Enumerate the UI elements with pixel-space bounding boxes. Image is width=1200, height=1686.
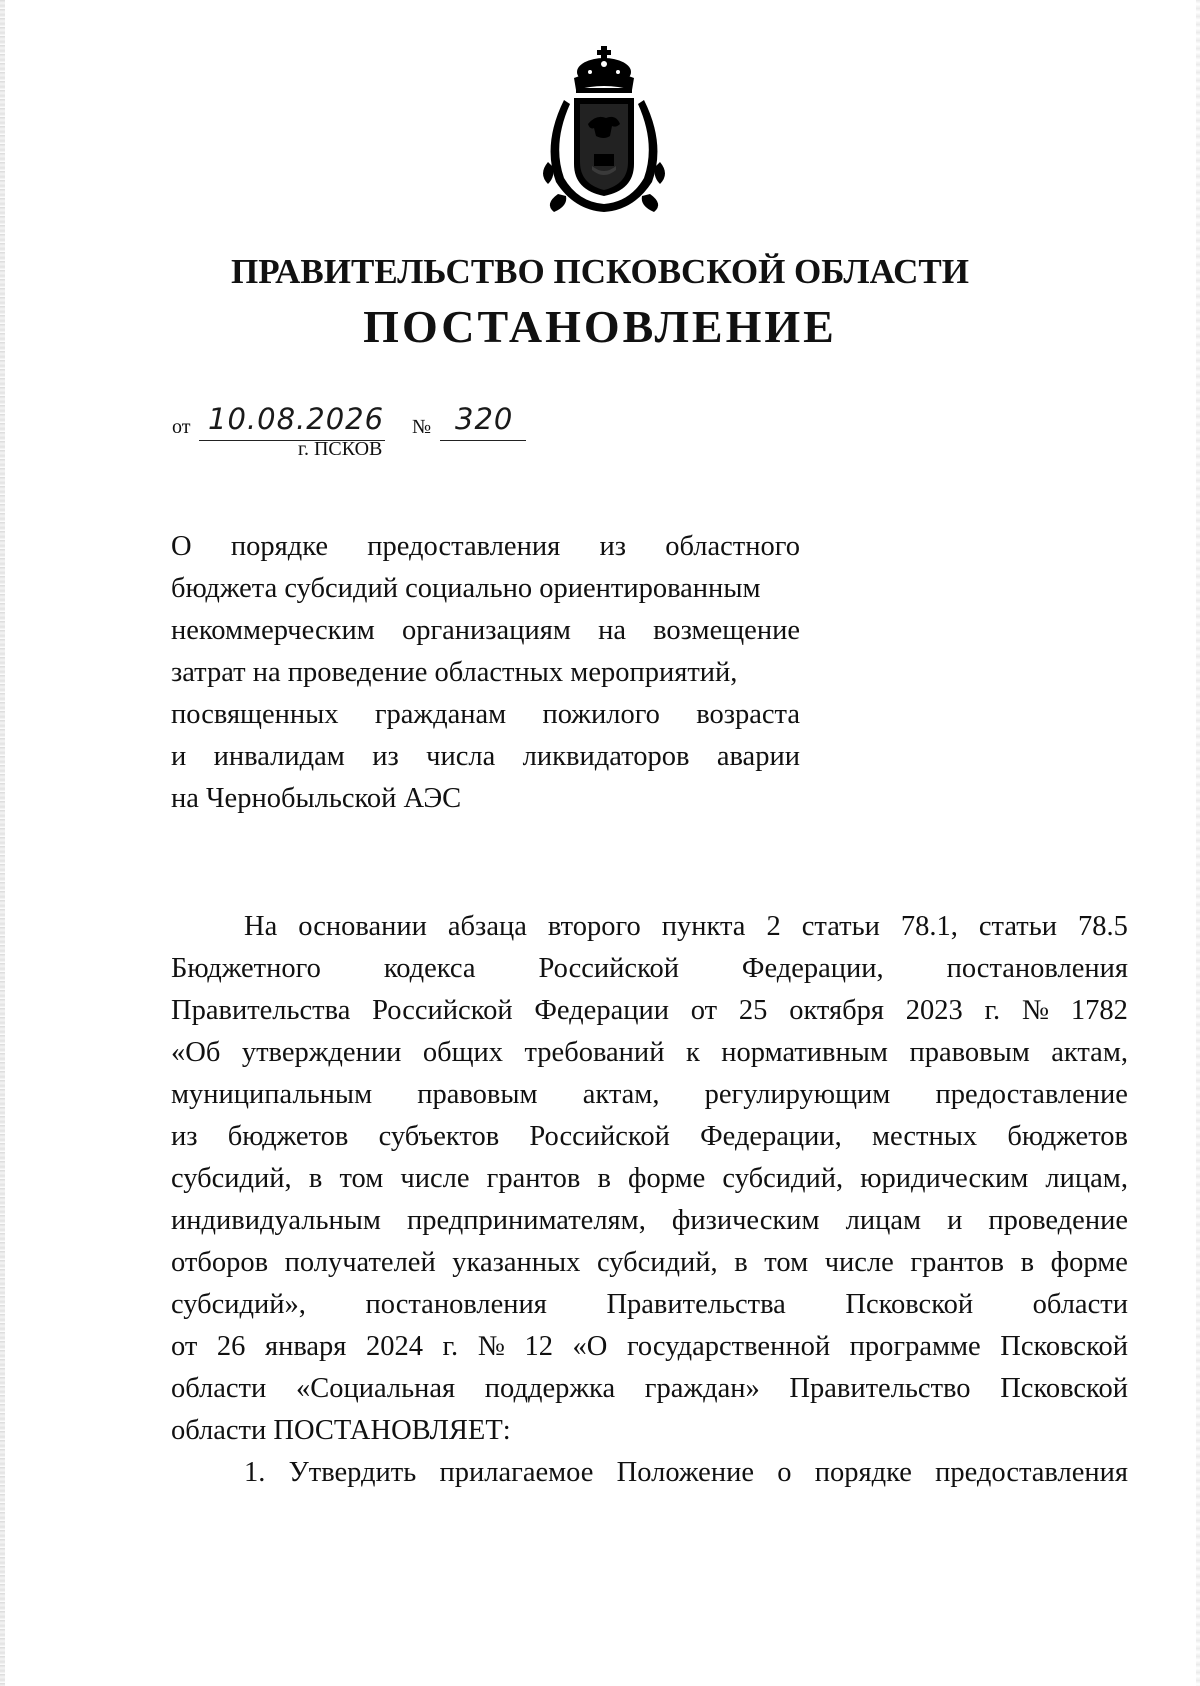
body-word: предоставление <box>935 1079 1128 1110</box>
subject-word: бюджета субсидий социально ориентированным <box>171 573 761 604</box>
body-line <box>171 906 1128 948</box>
body-line <box>171 1368 1128 1410</box>
body-word: «О <box>572 1331 608 1362</box>
document-body <box>171 906 1128 1494</box>
subject-word: из <box>599 531 626 562</box>
number-prefix: № <box>412 416 432 438</box>
subject-word: из <box>372 741 399 772</box>
subject-line <box>171 568 800 610</box>
body-word: бюджетов <box>1007 1121 1128 1152</box>
body-word: требований <box>524 1037 665 1068</box>
body-word: грантов <box>910 1247 1005 1278</box>
body-word: постановления <box>365 1289 547 1320</box>
body-word: от <box>171 1331 198 1362</box>
body-word: области ПОСТАНОВЛЯЕТ: <box>171 1415 511 1446</box>
body-word: пункта <box>661 911 746 942</box>
subject-word: предоставления <box>367 531 561 562</box>
body-word: о <box>777 1457 792 1488</box>
body-line <box>171 1242 1128 1284</box>
body-word: Бюджетного <box>171 953 321 984</box>
number-handwritten: 320 <box>455 402 514 436</box>
body-word: 26 <box>216 1331 246 1362</box>
body-line <box>171 1326 1128 1368</box>
body-word: в <box>597 1163 611 1194</box>
body-word: муниципальным <box>171 1079 373 1110</box>
body-word: от <box>690 995 718 1026</box>
subject-word: на Чернобыльской АЭС <box>171 783 462 814</box>
body-word: актам, <box>582 1079 660 1110</box>
body-word: в <box>734 1247 748 1278</box>
body-word: Псковской <box>1000 1373 1128 1404</box>
body-word: предоставления <box>935 1457 1128 1488</box>
body-word: индивидуальным <box>171 1205 381 1236</box>
subject-word: на <box>598 615 626 646</box>
body-word: 2024 <box>365 1331 423 1362</box>
body-word: утверждении <box>241 1037 402 1068</box>
body-word: 1782 <box>1070 995 1128 1026</box>
body-word: бюджетов <box>227 1121 349 1152</box>
body-word: физическим <box>671 1205 820 1236</box>
body-word: На <box>244 911 278 942</box>
subject-word: числа <box>426 741 496 772</box>
body-word: Положение <box>616 1457 754 1488</box>
body-word: 78.1, <box>900 911 958 942</box>
body-word: 1. <box>244 1457 266 1488</box>
body-word: Российской <box>538 953 679 984</box>
body-word: 78.5 <box>1078 911 1128 942</box>
body-line <box>171 1116 1128 1158</box>
body-word: Правительства <box>171 995 351 1026</box>
government-title: ПРАВИТЕЛЬСТВО ПСКОВСКОЙ ОБЛАСТИ <box>231 252 969 291</box>
body-word: № <box>477 1331 505 1362</box>
body-word: программе <box>849 1331 981 1362</box>
body-line <box>171 1200 1128 1242</box>
subject-word: областного <box>665 531 800 562</box>
body-word: субъектов <box>378 1121 500 1152</box>
number-underline <box>440 440 526 441</box>
body-word: статьи <box>978 911 1057 942</box>
body-word: поддержка <box>484 1373 616 1404</box>
date-handwritten: 10.08.2026 <box>208 402 385 436</box>
subject-line <box>171 736 800 778</box>
body-word: Утвердить <box>288 1457 417 1488</box>
body-word: грантов <box>486 1163 581 1194</box>
body-word: субсидий, <box>722 1163 844 1194</box>
body-word: абзаца <box>447 911 527 942</box>
body-word: к <box>685 1037 700 1068</box>
body-word: «Социальная <box>295 1373 456 1404</box>
body-word: «Об <box>171 1037 221 1068</box>
body-word: № <box>1021 995 1050 1026</box>
body-word: субсидий», <box>171 1289 306 1320</box>
subject-word: ликвидаторов <box>522 741 690 772</box>
body-word: форме <box>1050 1247 1128 1278</box>
subject-word: гражданам <box>374 699 507 730</box>
body-word: Федерации, <box>741 953 884 984</box>
body-word: юридическим <box>860 1163 1029 1194</box>
body-line <box>171 1284 1128 1326</box>
subject-line <box>171 694 800 736</box>
body-word: том <box>339 1163 384 1194</box>
body-word: 12 <box>524 1331 553 1362</box>
body-word: регулирующим <box>704 1079 891 1110</box>
subject-word: посвященных <box>171 699 339 730</box>
body-word: лицам, <box>1045 1163 1128 1194</box>
subject-word: О <box>171 531 192 562</box>
subject-word: возмещение <box>653 615 800 646</box>
subject-line <box>171 610 800 652</box>
body-word: г. <box>442 1331 459 1362</box>
body-line <box>171 948 1128 990</box>
city-label: г. ПСКОВ <box>298 438 383 460</box>
body-word: 25 <box>738 995 768 1026</box>
subject-word: организациям <box>401 615 571 646</box>
subject-line <box>171 526 800 568</box>
body-word: второго <box>547 911 641 942</box>
body-word: в <box>308 1163 323 1194</box>
body-word: Российской <box>529 1121 670 1152</box>
body-word: порядке <box>814 1457 912 1488</box>
body-word: правовым <box>417 1079 538 1110</box>
body-word: Федерации <box>534 995 669 1026</box>
subject-word: и <box>171 741 187 772</box>
body-word: кодекса <box>383 953 476 984</box>
subject-line <box>171 652 800 694</box>
body-word: 2023 <box>905 995 963 1026</box>
body-word: Правительства <box>606 1289 786 1320</box>
body-line <box>171 1410 1128 1452</box>
subject-word: пожилого <box>542 699 660 730</box>
body-line <box>171 1452 1128 1494</box>
subject-word: аварии <box>716 741 800 772</box>
body-word: предпринимателям, <box>406 1205 646 1236</box>
body-word: из <box>171 1121 198 1152</box>
document-subject <box>171 526 800 820</box>
body-word: октября <box>789 995 884 1026</box>
body-word: числе <box>400 1163 470 1194</box>
body-word: том <box>764 1247 809 1278</box>
body-word: отборов <box>171 1247 269 1278</box>
body-word: статьи <box>801 911 880 942</box>
date-prefix: от <box>172 416 191 438</box>
body-word: лицам <box>845 1205 922 1236</box>
body-word: форме <box>628 1163 706 1194</box>
body-word: в <box>1020 1247 1035 1278</box>
body-word: правовым <box>909 1037 1030 1068</box>
body-word: проведение <box>988 1205 1128 1236</box>
body-word: прилагаемое <box>439 1457 594 1488</box>
body-word: и <box>947 1205 963 1236</box>
pskov-emblem-icon <box>534 44 674 216</box>
body-line <box>171 1032 1128 1074</box>
body-word: г. <box>984 995 1001 1026</box>
body-word: актам, <box>1051 1037 1128 1068</box>
subject-word: некоммерческим <box>171 615 375 646</box>
body-word: получателей <box>284 1247 436 1278</box>
body-word: Российской <box>372 995 513 1026</box>
body-word: области <box>171 1373 267 1404</box>
body-line <box>171 990 1128 1032</box>
body-word: числе <box>824 1247 894 1278</box>
body-word: Правительство <box>789 1373 971 1404</box>
body-word: 2 <box>766 911 781 942</box>
body-line <box>171 1074 1128 1116</box>
body-word: Псковской <box>1000 1331 1128 1362</box>
body-word: указанных <box>452 1247 581 1278</box>
subject-word: возраста <box>696 699 800 730</box>
body-line <box>171 1158 1128 1200</box>
subject-line <box>171 778 800 820</box>
body-word: местных <box>872 1121 978 1152</box>
body-word: граждан» <box>644 1373 760 1404</box>
body-word: Псковской <box>845 1289 974 1320</box>
body-word: Федерации, <box>700 1121 842 1152</box>
body-word: общих <box>422 1037 504 1068</box>
body-word: области <box>1032 1289 1128 1320</box>
body-word: постановления <box>946 953 1128 984</box>
document-type-title: ПОСТАНОВЛЕНИЕ <box>363 301 837 352</box>
body-word: января <box>264 1331 347 1362</box>
subject-word: инвалидам <box>213 741 345 772</box>
body-word: основании <box>298 911 427 942</box>
body-word: государственной <box>626 1331 831 1362</box>
subject-word: порядке <box>230 531 329 562</box>
body-word: нормативным <box>721 1037 888 1068</box>
subject-word: затрат на проведение областных мероприятий, <box>171 657 738 688</box>
body-word: субсидий, <box>171 1163 292 1194</box>
body-word: субсидий, <box>596 1247 718 1278</box>
